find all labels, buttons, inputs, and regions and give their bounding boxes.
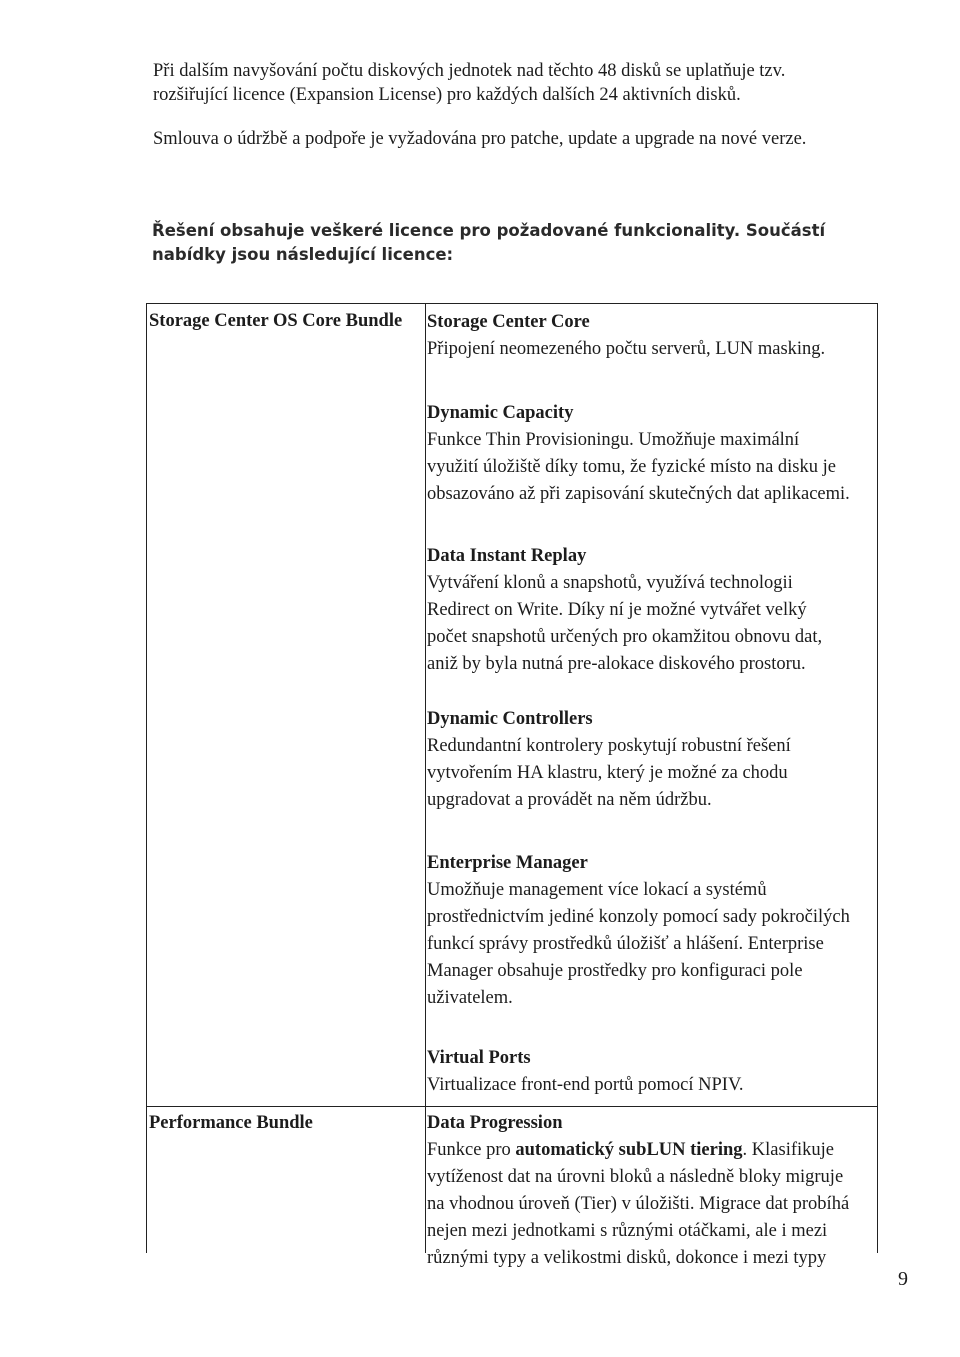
feature-title: Dynamic Capacity [427, 403, 574, 423]
feature-title: Virtual Ports [427, 1048, 531, 1068]
intro-paragraph-1 [153, 59, 785, 107]
column-divider [425, 304, 426, 1253]
feature-description: Redundantní kontrolery poskytují robustní řešení vytvořením HA klastru, který je možné za chodu upgradovat a provádět na něm údržbu. [427, 736, 791, 810]
feature-description: Připojení neomezeného počtu serverů, LUN masking. [427, 339, 826, 359]
feature-description: Umožňuje management více lokací a systémů prostřednictvím jediné konzoly pomocí sady pokročilých funkcí správy prostředků úložišť a hlášení. Enterprise Manager obsahuje prostředky pro konfiguraci pole uživatelem. [427, 880, 850, 1008]
bundle-name-core: Storage Center OS Core Bundle [149, 311, 403, 331]
feature-title: Enterprise Manager [427, 853, 588, 873]
feature-title: Storage Center Core [427, 312, 590, 332]
feature-description: Vytváření klonů a snapshotů, využívá technologii Redirect on Write. Díky ní je možné vytvářet velký počet snapshotů určených pro okamžitou obnovu dat, aniž by byla nutná pre-alokace diskového prostoru. [427, 573, 823, 674]
feature-dynamic-capacity [427, 400, 850, 508]
feature-description-pre: Funkce pro [427, 1140, 516, 1160]
intro-line-2: rozšiřující licence (Expansion License) pro každých dalších 24 aktivních disků. [153, 85, 741, 105]
section-heading-line-1: Řešení obsahuje veškeré licence pro požadované funkcionality. Součástí [152, 221, 826, 240]
feature-data-progression [427, 1110, 849, 1272]
intro-line-3: Smlouva o údržbě a podpoře je vyžadována pro patche, update a upgrade na nové verze. [153, 129, 807, 149]
feature-title: Dynamic Controllers [427, 709, 593, 729]
feature-virtual-ports [427, 1045, 744, 1099]
feature-description: Virtualizace front-end portů pomocí NPIV. [427, 1075, 744, 1095]
feature-description: Funkce Thin Provisioningu. Umožňuje maximální využití úložiště díky tomu, že fyzické místo na disku je obsazováno až při zapisování skutečných dat aplikacemi. [427, 430, 850, 504]
page-number: 9 [898, 1268, 908, 1290]
section-heading [152, 219, 825, 267]
intro-line-1: Při dalším navyšování počtu diskových jednotek nad těchto 48 disků se uplatňuje tzv. [153, 61, 786, 81]
feature-enterprise-manager [427, 850, 850, 1012]
section-heading-line-2: nabídky jsou následující licence: [152, 245, 454, 264]
feature-title: Data Progression [427, 1113, 563, 1133]
feature-description-bold: automatický subLUN tiering [515, 1140, 743, 1160]
feature-storage-center-core [427, 309, 825, 363]
feature-title: Data Instant Replay [427, 546, 587, 566]
row-divider [147, 1106, 877, 1107]
feature-data-instant-replay [427, 543, 822, 678]
bundle-name-performance: Performance Bundle [149, 1113, 313, 1133]
feature-dynamic-controllers [427, 706, 791, 814]
license-table [146, 303, 878, 1268]
feature-description-post: . Klasifikuje vytíženost dat na úrovni bloků a následně bloky migruje na vhodnou úroveň (Tier) v úložišti. Migrace dat probíhá nejen mezi jednotkami s různými otáčkami, ale i mezi různými typy a velikostmi disků, dokonce i mezi typy [427, 1140, 850, 1268]
feature-description [427, 1137, 849, 1272]
intro-paragraph-2 [153, 127, 806, 151]
